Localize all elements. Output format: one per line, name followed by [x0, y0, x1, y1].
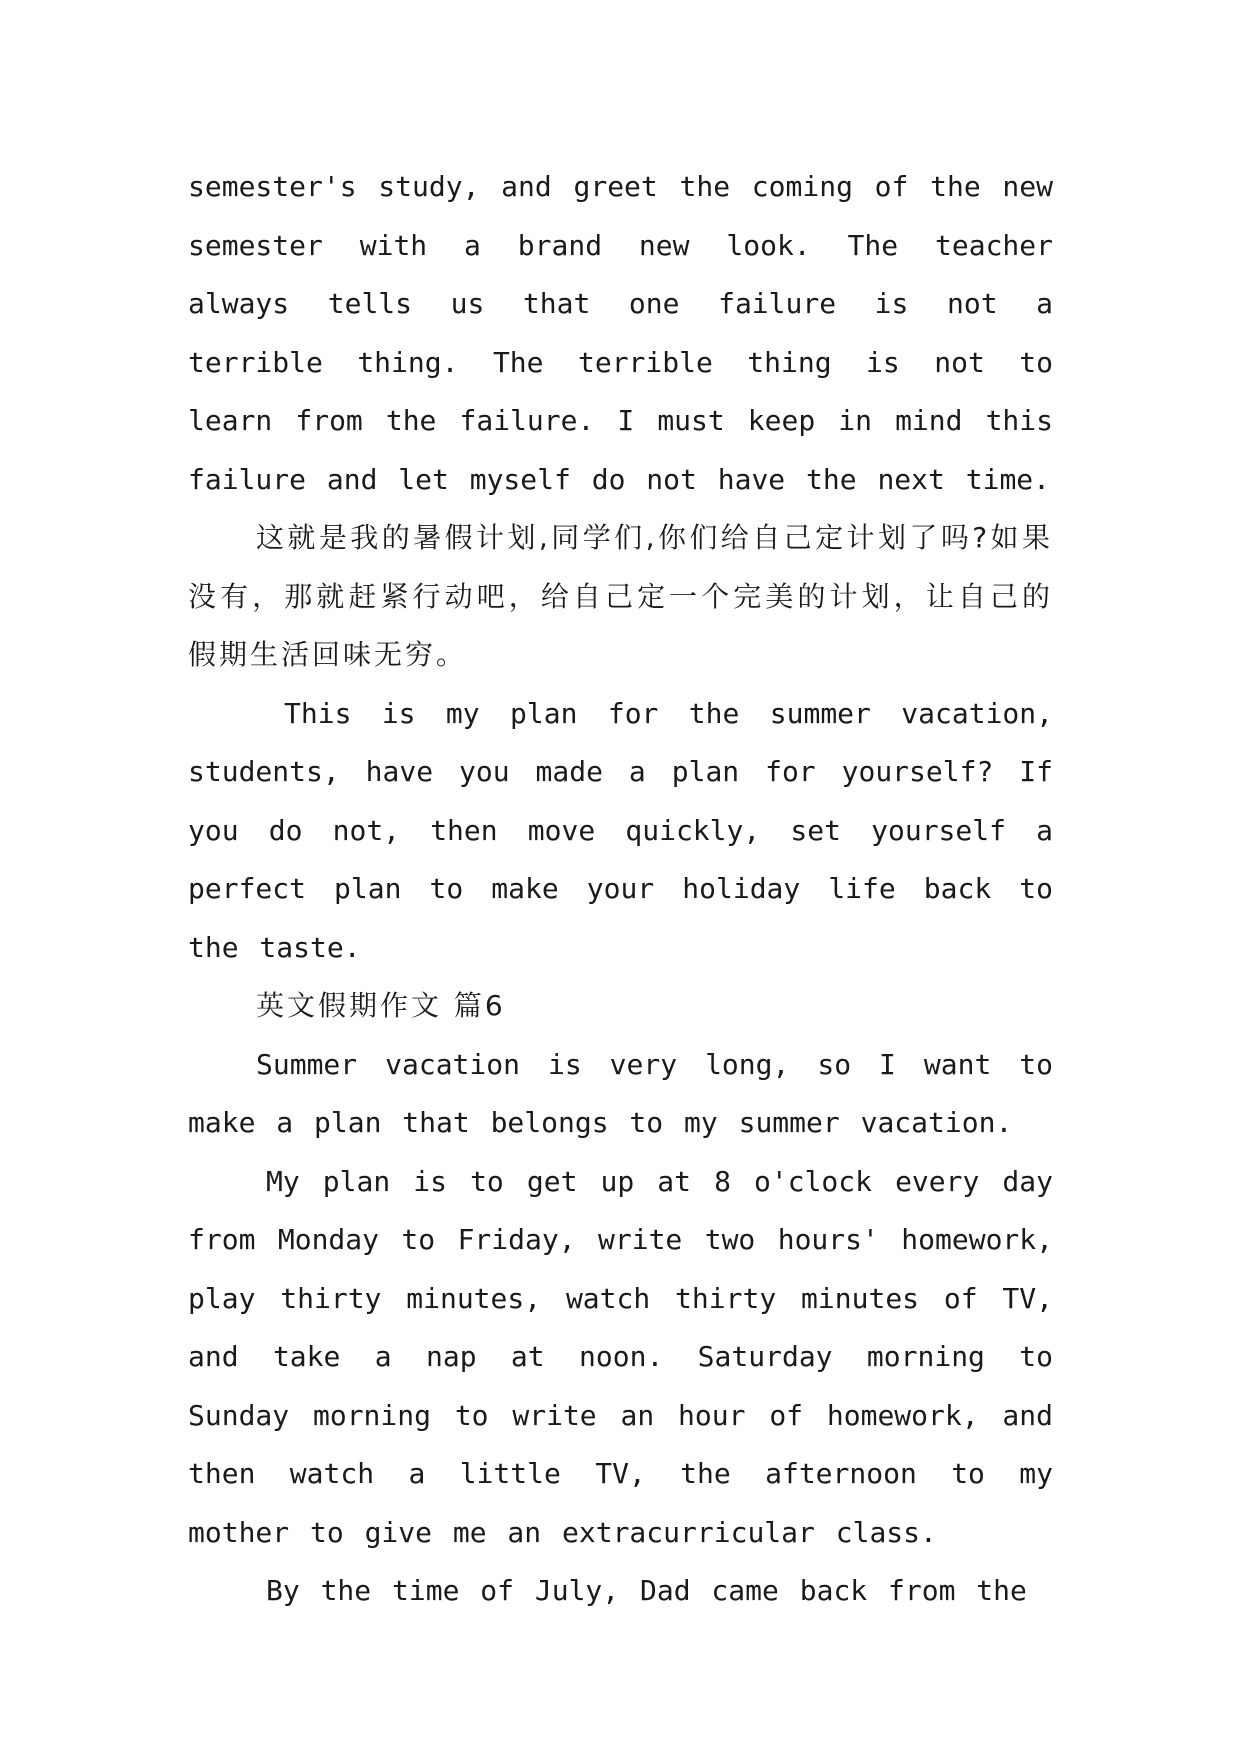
paragraph-plan: My plan is to get up at 8 o'clock every day from Monday to Friday, write two hours' homework, play thirty minutes, watch thirty minutes of TV, and take a nap at noon. Saturday morning to Sunday morning to write an hour of homework, and then watch a little TV, the afternoon to my mother to give me an extracurricular class. — [188, 1164, 1053, 1549]
paragraph-continuation: semester's study, and greet the coming of the new semester with a brand new look. The teacher always tells us that one failure is not a terrible thing. The terrible thing is not to learn from the failure. I must keep in mind this failure and let myself do not have the next time. — [188, 170, 1053, 496]
paragraph-intro: Summer vacation is very long, so I want to make a plan that belongs to my summer vacation. — [188, 1047, 1053, 1139]
document-body — [188, 158, 1053, 1621]
paragraph-chinese-conclusion: 这就是我的暑假计划,同学们,你们给自己定计划了吗?如果没有，那就赶紧行动吧，给自己定一个完美的计划，让自己的假期生活回味无穷。 — [188, 521, 1053, 671]
section-heading: 英文假期作文 篇6 — [256, 989, 506, 1022]
paragraph-july: By the time of July, Dad came back from the — [266, 1574, 1027, 1607]
paragraph-english-conclusion: This is my plan for the summer vacation, students, have you made a plan for yourself? If you do not, then move quickly, set yourself a perfect plan to make your holiday life back to the taste. — [188, 696, 1053, 964]
